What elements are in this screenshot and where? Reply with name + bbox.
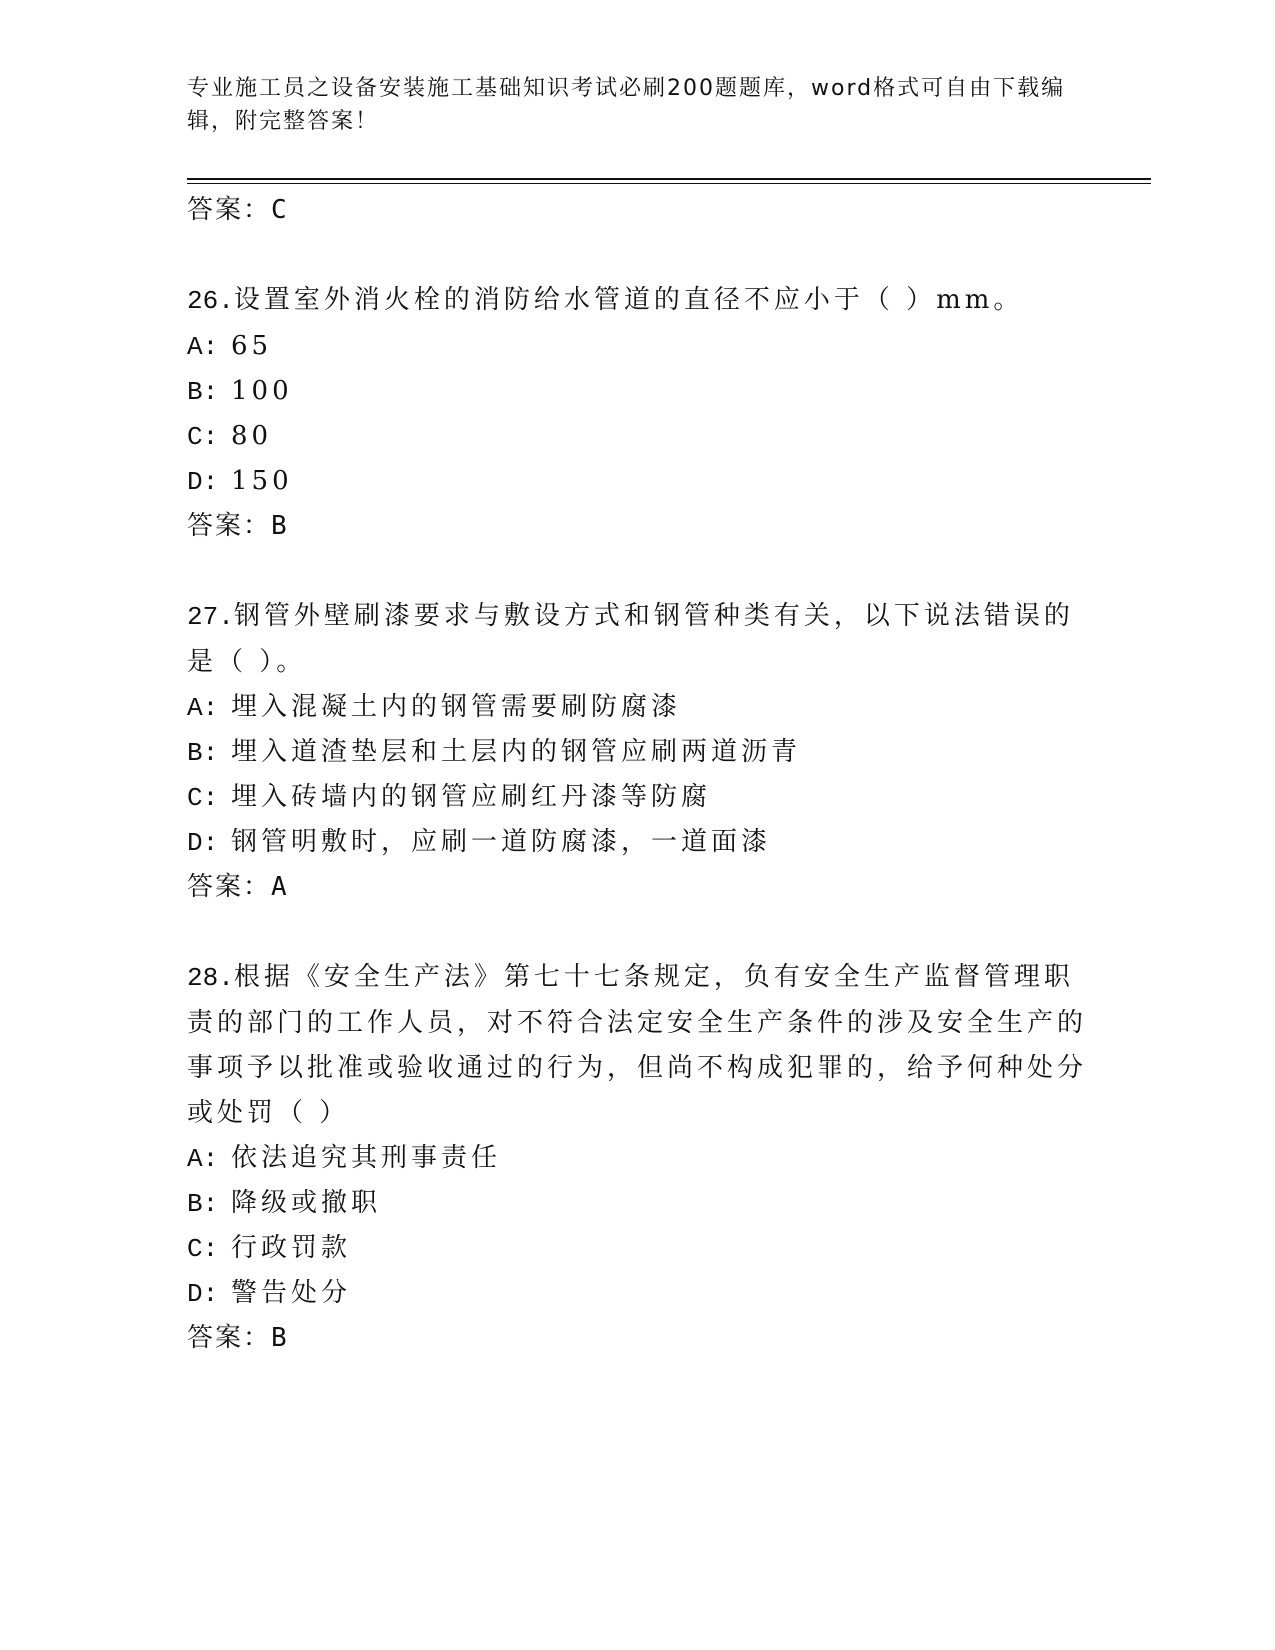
- question-number: 26.: [187, 286, 234, 316]
- question-stem: [187, 955, 1087, 1136]
- option-letter: D:: [187, 467, 219, 497]
- option-letter: B:: [187, 1189, 219, 1219]
- option-letter: B:: [187, 738, 219, 768]
- answer-line: [187, 1316, 1087, 1361]
- answer-value: B: [271, 511, 289, 541]
- option-text: 埋入砖墙内的钢管应刷红丹漆等防腐: [231, 782, 712, 812]
- answer-value: B: [271, 1323, 289, 1353]
- previous-answer: [187, 188, 1087, 233]
- answer-value: A: [271, 872, 289, 902]
- option-d: [187, 1271, 1087, 1316]
- option-letter: D:: [187, 828, 219, 858]
- question-27: [187, 594, 1087, 910]
- question-26: [187, 278, 1087, 549]
- answer-label: 答案：: [187, 1323, 272, 1353]
- question-number: 28.: [187, 963, 234, 993]
- question-stem: [187, 278, 1087, 324]
- option-d: [187, 820, 1087, 865]
- option-text: 降级或撤职: [231, 1188, 382, 1218]
- question-list: [187, 188, 1087, 1361]
- option-letter: C:: [187, 422, 219, 452]
- question-text: 根据《安全生产法》第七十七条规定，负有安全生产监督管理职责的部门的工作人员，对不符合法定安全生产条件的涉及安全生产的事项予以批准或验收通过的行为，但尚不构成犯罪的，给予何种处分或处罚（ ）: [187, 962, 1088, 1128]
- option-c: [187, 775, 1087, 820]
- header-rule-thin: [187, 183, 1151, 184]
- option-a: [187, 685, 1087, 730]
- option-b: [187, 369, 1087, 414]
- option-text: 行政罚款: [231, 1233, 352, 1263]
- option-letter: A:: [187, 693, 219, 723]
- question-28: [187, 955, 1087, 1361]
- option-letter: C:: [187, 783, 219, 813]
- option-a: [187, 324, 1087, 369]
- option-text: 100: [231, 376, 293, 406]
- question-text: 钢管外壁刷漆要求与敷设方式和钢管种类有关，以下说法错误的是（ ）。: [187, 601, 1074, 677]
- option-a: [187, 1136, 1087, 1181]
- option-letter: A:: [187, 332, 219, 362]
- page-header: 专业施工员之设备安装施工基础知识考试必刷200题题库，word格式可自由下载编辑，附完整答案！: [187, 76, 1066, 134]
- question-text: 设置室外消火栓的消防给水管道的直径不应小于（ ）mm。: [233, 285, 1024, 315]
- option-c: [187, 414, 1087, 459]
- option-text: 钢管明敷时，应刷一道防腐漆，一道面漆: [231, 827, 772, 857]
- option-text: 150: [231, 466, 293, 496]
- answer-line: [187, 865, 1087, 910]
- option-letter: D:: [187, 1279, 219, 1309]
- answer-line: [187, 504, 1087, 549]
- answer-label: 答案：: [187, 195, 272, 225]
- option-text: 警告处分: [231, 1278, 352, 1308]
- option-letter: A:: [187, 1144, 219, 1174]
- header-rule-thick: [187, 178, 1151, 180]
- question-number: 27.: [187, 602, 234, 632]
- option-d: [187, 459, 1087, 504]
- option-letter: C:: [187, 1234, 219, 1264]
- option-text: 65: [231, 331, 273, 361]
- question-stem: [187, 594, 1087, 685]
- option-b: [187, 1181, 1087, 1226]
- option-text: 依法追究其刑事责任: [231, 1143, 502, 1173]
- option-text: 埋入混凝土内的钢管需要刷防腐漆: [231, 692, 682, 722]
- option-text: 80: [231, 421, 273, 451]
- option-text: 埋入道渣垫层和土层内的钢管应刷两道沥青: [231, 737, 802, 767]
- option-c: [187, 1226, 1087, 1271]
- answer-label: 答案：: [187, 872, 272, 902]
- answer-label: 答案：: [187, 511, 272, 541]
- answer-value: C: [271, 195, 289, 225]
- option-letter: B:: [187, 377, 219, 407]
- option-b: [187, 730, 1087, 775]
